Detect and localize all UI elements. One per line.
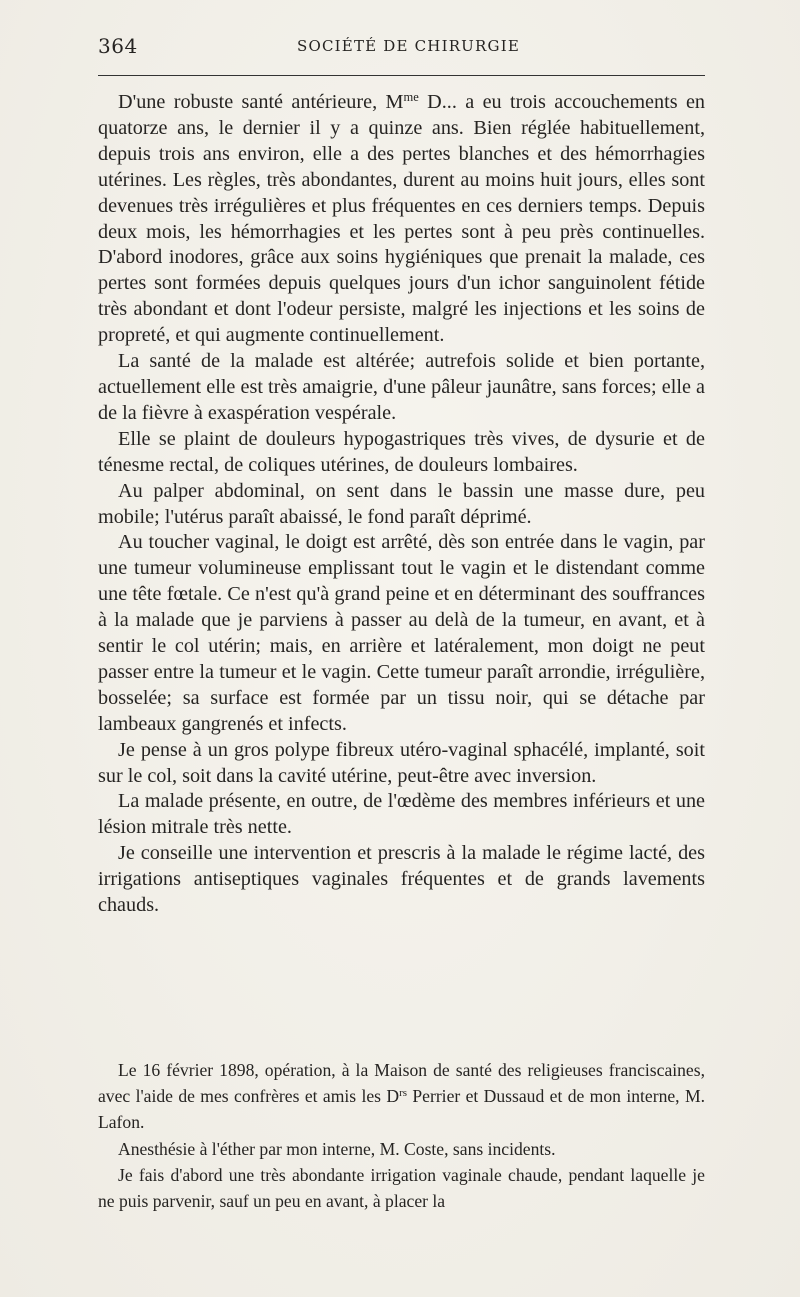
paragraph-abdominal-palpation: Au palper abdominal, on sent dans le bassin une masse dure, peu mobile; l'utérus paraît abaissé, le fond paraît déprimé. xyxy=(98,479,705,528)
paragraph-general-health: La santé de la malade est altérée; autrefois solide et bien portante, actuellement elle est très amaigrie, d'une pâleur jaunâtre, sans forces; elle a de la fièvre à exaspération vespérale. xyxy=(98,350,705,424)
paragraph-diagnosis: Je pense à un gros polype fibreux utéro-vaginal sphacélé, implanté, soit sur le col, soit dans la cavité utérine, peut-être avec inversion. xyxy=(98,738,705,787)
page-number: 364 xyxy=(98,34,138,58)
paragraph-comorbidities: La malade présente, en outre, de l'œdème des membres inférieurs et une lésion mitrale très nette. xyxy=(98,790,705,839)
paragraph-anesthesia: Anesthésie à l'éther par mon interne, M. Coste, sans incidents. xyxy=(118,1138,556,1159)
operation-report-text xyxy=(98,1057,705,1214)
superscript-me: me xyxy=(403,90,419,105)
superscript-drs: rs xyxy=(399,1087,407,1100)
paragraph-vaginal-exam: Au toucher vaginal, le doigt est arrêté, dès son entrée dans le vagin, par une tumeur volumineuse emplissant tout le vagin et le distendant comme une tête fœtale. Ce n'est qu'à grand peine et en déterminant des souffrances à la malade que je parviens à passer au delà de la tumeur, en avant, et à sentir le col utérin; mais, en arrière et latéralement, mon doigt ne peut passer entre la tumeur et le vagin. Cette tumeur paraît arrondie, irrégulière, bosselée; sa surface est formée par un tissu noir, qui se détache par lambeaux gangrenés et infects. xyxy=(98,531,705,735)
paragraph-irrigation: Je fais d'abord une très abondante irrigation vaginale chaude, pendant laquelle je ne puis parvenir, sauf un peu en avant, à placer la xyxy=(98,1164,705,1212)
running-title: SOCIÉTÉ DE CHIRURGIE xyxy=(297,37,520,55)
paragraph-complaints: Elle se plaint de douleurs hypogastriques très vives, de dysurie et de ténesme rectal, de coliques utérines, de douleurs lombaires. xyxy=(98,427,705,476)
paragraph-operation-date: Le 16 février 1898, opération, à la Maison de santé des religieuses franciscaines, avec l'aide de mes confrères et amis les $D^{rs}$ Perrier et Dussaud et de mon interne, M. Lafon. xyxy=(98,1060,705,1133)
case-history-text xyxy=(98,90,705,919)
page-header xyxy=(98,34,705,58)
paragraph-treatment-advice: Je conseille une intervention et prescris à la malade le régime lacté, des irrigations antiseptiques vaginales fréquentes et de grands lavements chauds. xyxy=(98,842,705,917)
header-rule xyxy=(98,75,705,76)
paragraph-history: D'une robuste santé antérieure, $M^{me}$ D... a eu trois accouchements en quatorze ans, le dernier il y a quinze ans. Bien réglée habituellement, depuis trois ans environ, elle a des pertes blanches et des hémorrhagies utérines. Les règles, très abondantes, durent au moins huit jours, elles sont devenues très irrégulières et plus fréquentes en ces derniers temps. Depuis deux mois, les hémorrhagies et les pertes sont à peu près continuelles. D'abord inodores, grâce aux soins hygiéniques que prenait la malade, ces pertes sont formées depuis quelques jours d'un ichor sanguinolent fétide très abondant et dont l'odeur persiste, malgré les injections et les soins de propreté, et qui augmente continuellement. xyxy=(98,90,705,347)
